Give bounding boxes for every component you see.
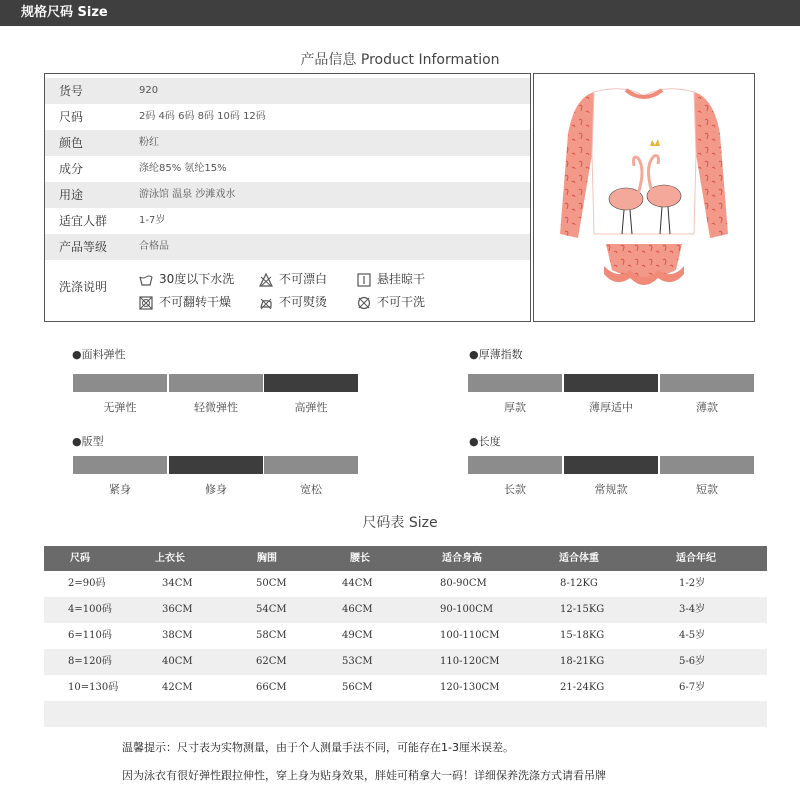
gauge-option: 无弹性: [103, 401, 137, 414]
table-row: [44, 623, 767, 649]
table-cell: 56CM: [342, 682, 373, 693]
product-photo: [533, 73, 755, 322]
table-cell: 110-120CM: [440, 656, 500, 667]
info-row: [45, 78, 530, 104]
table-row: [44, 597, 767, 623]
table-cell: 4-5岁: [679, 630, 706, 641]
info-value: 涤纶85% 氨纶15%: [139, 163, 227, 174]
info-value: 合格品: [139, 241, 169, 252]
care-text: 30度以下水洗: [159, 272, 235, 286]
gauge-bar: [73, 374, 358, 392]
table-cell: 12-15KG: [560, 604, 605, 615]
no-iron-icon: [259, 296, 273, 310]
page-header: 规格尺码 Size: [0, 0, 800, 26]
column-header: 适合年纪: [676, 553, 716, 564]
size-note: 温馨提示：尺寸表为实物测量，由于个人测量手法不同，可能存在1-3厘米误差。: [122, 741, 514, 754]
gauge-option: 常规款: [594, 483, 628, 496]
gauge-segment: [73, 374, 167, 392]
care-text: 不可漂白: [279, 272, 328, 286]
care-item: [139, 270, 234, 288]
gauge-option: 轻微弹性: [194, 401, 238, 414]
info-label: 用途: [59, 188, 84, 202]
care-text: 不可干洗: [377, 295, 426, 309]
table-cell: 6-7岁: [679, 682, 706, 693]
table-cell: 2=90码: [68, 578, 106, 589]
table-cell: 44CM: [342, 578, 373, 589]
hand-wash-icon: [139, 273, 153, 287]
table-cell: 54CM: [256, 604, 287, 615]
gauge-title: ●版型: [72, 435, 104, 448]
care-item: [259, 270, 327, 288]
gauge-segment: [660, 456, 754, 474]
table-cell: 18-21KG: [560, 656, 605, 667]
size-table-header: [44, 546, 767, 571]
table-cell: 49CM: [342, 630, 373, 641]
info-label: 颜色: [59, 136, 84, 150]
gauge-segment: [468, 374, 562, 392]
no-bleach-icon: [259, 273, 273, 287]
gauge-option: 高弹性: [294, 401, 328, 414]
info-row: [45, 208, 530, 234]
table-row-empty: [44, 701, 767, 727]
gauge-segment: [564, 456, 658, 474]
gauge-title: ●长度: [469, 435, 501, 448]
info-row: [45, 130, 530, 156]
gauge-bar: [468, 456, 754, 474]
size-table-title: 尺码表 Size: [362, 515, 438, 531]
table-cell: 1-2岁: [679, 578, 706, 589]
table-cell: 3-4岁: [679, 604, 706, 615]
care-item: [357, 293, 425, 311]
gauge-option: 紧身: [109, 483, 131, 496]
table-cell: 6=110码: [68, 630, 112, 641]
care-item: [357, 270, 425, 288]
info-value: 1-7岁: [139, 215, 166, 226]
care-item: [139, 293, 231, 311]
column-header: 上衣长: [155, 553, 185, 564]
product-info-title: 产品信息 Product Information: [300, 52, 500, 68]
gauge-bar: [73, 456, 358, 474]
gauge-option: 短款: [696, 483, 718, 496]
swimsuit-image: [534, 74, 754, 321]
hang-dry-icon: [357, 273, 371, 287]
table-cell: 8=120码: [68, 656, 112, 667]
product-info-table: [44, 73, 531, 322]
gauge-segment: [468, 456, 562, 474]
gauge-segment: [169, 456, 263, 474]
gauge-bar: [468, 374, 754, 392]
gauge-segment: [169, 374, 263, 392]
gauge-option: 薄厚适中: [589, 401, 633, 414]
table-cell: 120-130CM: [440, 682, 500, 693]
column-header: 尺码: [70, 553, 90, 564]
table-cell: 36CM: [162, 604, 193, 615]
table-cell: 15-18KG: [560, 630, 605, 641]
gauge-title: ●面料弹性: [72, 348, 126, 361]
info-label: 产品等级: [59, 240, 108, 254]
gauge-option: 宽松: [300, 483, 322, 496]
info-row: [45, 104, 530, 130]
care-instructions: [45, 256, 530, 321]
table-cell: 5-6岁: [679, 656, 706, 667]
care-text: 不可熨烫: [279, 295, 328, 309]
info-value: 2码 4码 6码 8码 10码 12码: [139, 111, 266, 122]
table-row: [44, 649, 767, 675]
gauge-option: 修身: [205, 483, 227, 496]
gauge-segment: [660, 374, 754, 392]
gauge-segment: [73, 456, 167, 474]
table-cell: 38CM: [162, 630, 193, 641]
no-tumble-dry-icon: [139, 296, 153, 310]
info-value: 游泳馆 温泉 沙滩戏水: [139, 189, 236, 200]
info-row: [45, 156, 530, 182]
table-cell: 42CM: [162, 682, 193, 693]
info-value: 920: [139, 85, 159, 96]
fit-note: 因为泳衣有很好弹性跟拉伸性，穿上身为贴身效果，胖娃可稍拿大一码！详细保养洗涤方式请看吊牌: [122, 769, 606, 782]
info-value: 粉红: [139, 137, 159, 148]
column-header: 适合体重: [559, 553, 599, 564]
table-cell: 58CM: [256, 630, 287, 641]
column-header: 腰长: [350, 553, 370, 564]
table-cell: 34CM: [162, 578, 193, 589]
info-label: 尺码: [59, 110, 84, 124]
care-label: 洗涤说明: [59, 280, 108, 294]
table-cell: 50CM: [256, 578, 287, 589]
table-cell: 80-90CM: [440, 578, 487, 589]
info-label: 成分: [59, 162, 84, 176]
table-cell: 62CM: [256, 656, 287, 667]
info-label: 适宜人群: [59, 214, 108, 228]
column-header: 适合身高: [442, 553, 482, 564]
table-cell: 10=130码: [68, 682, 119, 693]
info-row: [45, 182, 530, 208]
gauge-title: ●厚薄指数: [469, 348, 523, 361]
table-cell: 8-12KG: [560, 578, 598, 589]
no-dry-clean-icon: [357, 296, 371, 310]
gauge-option: 长款: [504, 483, 526, 496]
column-header: 胸围: [257, 553, 277, 564]
table-cell: 100-110CM: [440, 630, 500, 641]
table-cell: 21-24KG: [560, 682, 605, 693]
table-cell: 90-100CM: [440, 604, 494, 615]
table-cell: 53CM: [342, 656, 373, 667]
gauge-segment: [264, 374, 358, 392]
table-cell: 40CM: [162, 656, 193, 667]
gauge-segment: [264, 456, 358, 474]
gauge-segment: [564, 374, 658, 392]
table-cell: 46CM: [342, 604, 373, 615]
gauge-option: 厚款: [504, 401, 526, 414]
table-row: [44, 571, 767, 597]
care-text: 不可翻转干燥: [159, 295, 232, 309]
info-label: 货号: [59, 84, 84, 98]
care-text: 悬挂晾干: [377, 272, 426, 286]
table-cell: 66CM: [256, 682, 287, 693]
table-cell: 4=100码: [68, 604, 112, 615]
care-item: [259, 293, 327, 311]
gauge-option: 薄款: [696, 401, 718, 414]
table-row: [44, 675, 767, 701]
